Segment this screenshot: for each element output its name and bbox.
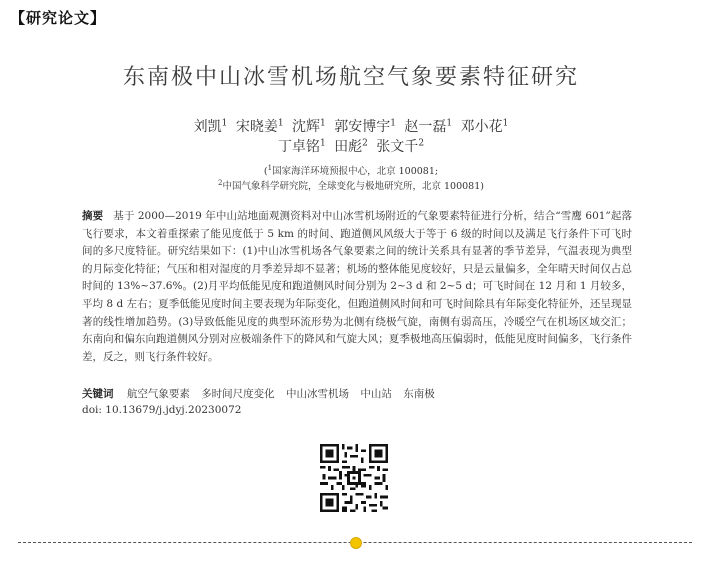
divider-dot [350, 537, 362, 549]
qr-code-icon [320, 444, 388, 512]
keyword: 多时间尺度变化 [201, 388, 275, 400]
paper-title: 东南极中山冰雪机场航空气象要素特征研究 [122, 65, 579, 90]
author: 丁卓铭$^1$ [277, 138, 326, 155]
author: 刘凯$^1$ [193, 118, 228, 135]
author: 赵一磊$^1$ [404, 118, 453, 135]
author-line-2 [0, 136, 702, 156]
keyword: 航空气象要素 [126, 388, 190, 400]
keywords-label: 关键词 [82, 388, 114, 400]
section-tag: 【研究论文】 [10, 9, 107, 27]
author: 张文千$^2$ [376, 138, 425, 155]
author: 邓小花$^1$ [460, 118, 509, 135]
author: 郭安博宇$^1$ [334, 118, 396, 135]
keyword: 东南极 [403, 388, 435, 400]
abstract-text: 基于 2000—2019 年中山站地面观测资料对中山冰雪机场附近的气象要素特征进行分析，结合“雪鹰 601”起落飞行要求，本文着重探索了能见度低于 5 km 的时间、跑道侧风风级大于等于 6 级的时间以及满足飞行条件下可飞时间的多尺度特征。研究结果如下：(1)中山冰雪机场各气象要素之间的统计关系具有显著的季节差异，气温表现为典型的月际变化特征；气压和相对湿度的月季差异却不显著；机场的整体能见度较好，只是云量偏多，全年晴天时间仅占总时间的 13%~37.6%。(2)月平均低能见度和跑道侧风时间分别为 2~3 d 和 2~5 d；可飞时间在 12 月和 1 月较多，平均 8 d 左右；夏季低能见度时间主要表现为年际变化，但跑道侧风时间和可飞时间除具有年际变化特征外，还呈现显著的线性增加趋势。(3)导致低能见度的典型环流形势为北侧有绕极气旋，南侧有弱高压，冷暖空气在机场区域交汇；东南向和偏东向跑道侧风分别对应极端条件下的降风和气旋大风；夏季极地高压偏弱时，低能见度时间偏多，飞行条件差，反之，则飞行条件较好。 [82, 210, 633, 363]
author: 沈辉$^1$ [292, 118, 326, 135]
keyword: 中山冰雪机场 [286, 388, 350, 400]
affiliation-2: $^2$中国气象科学研究院，全球变化与极地研究所，北京 100081) [218, 178, 484, 192]
affiliation-1: ($^1$国家海洋环境预报中心，北京 100081; [263, 163, 439, 177]
keyword: 中山站 [360, 388, 392, 400]
author-line-1 [0, 116, 702, 136]
abstract-label: 摘要 [82, 210, 104, 222]
doi: doi: 10.13679/j.jdyj.20230072 [82, 404, 242, 416]
keywords [82, 386, 632, 401]
abstract [82, 208, 632, 366]
author: 宋晓姜$^1$ [235, 118, 284, 135]
author: 田彪$^2$ [334, 138, 368, 155]
